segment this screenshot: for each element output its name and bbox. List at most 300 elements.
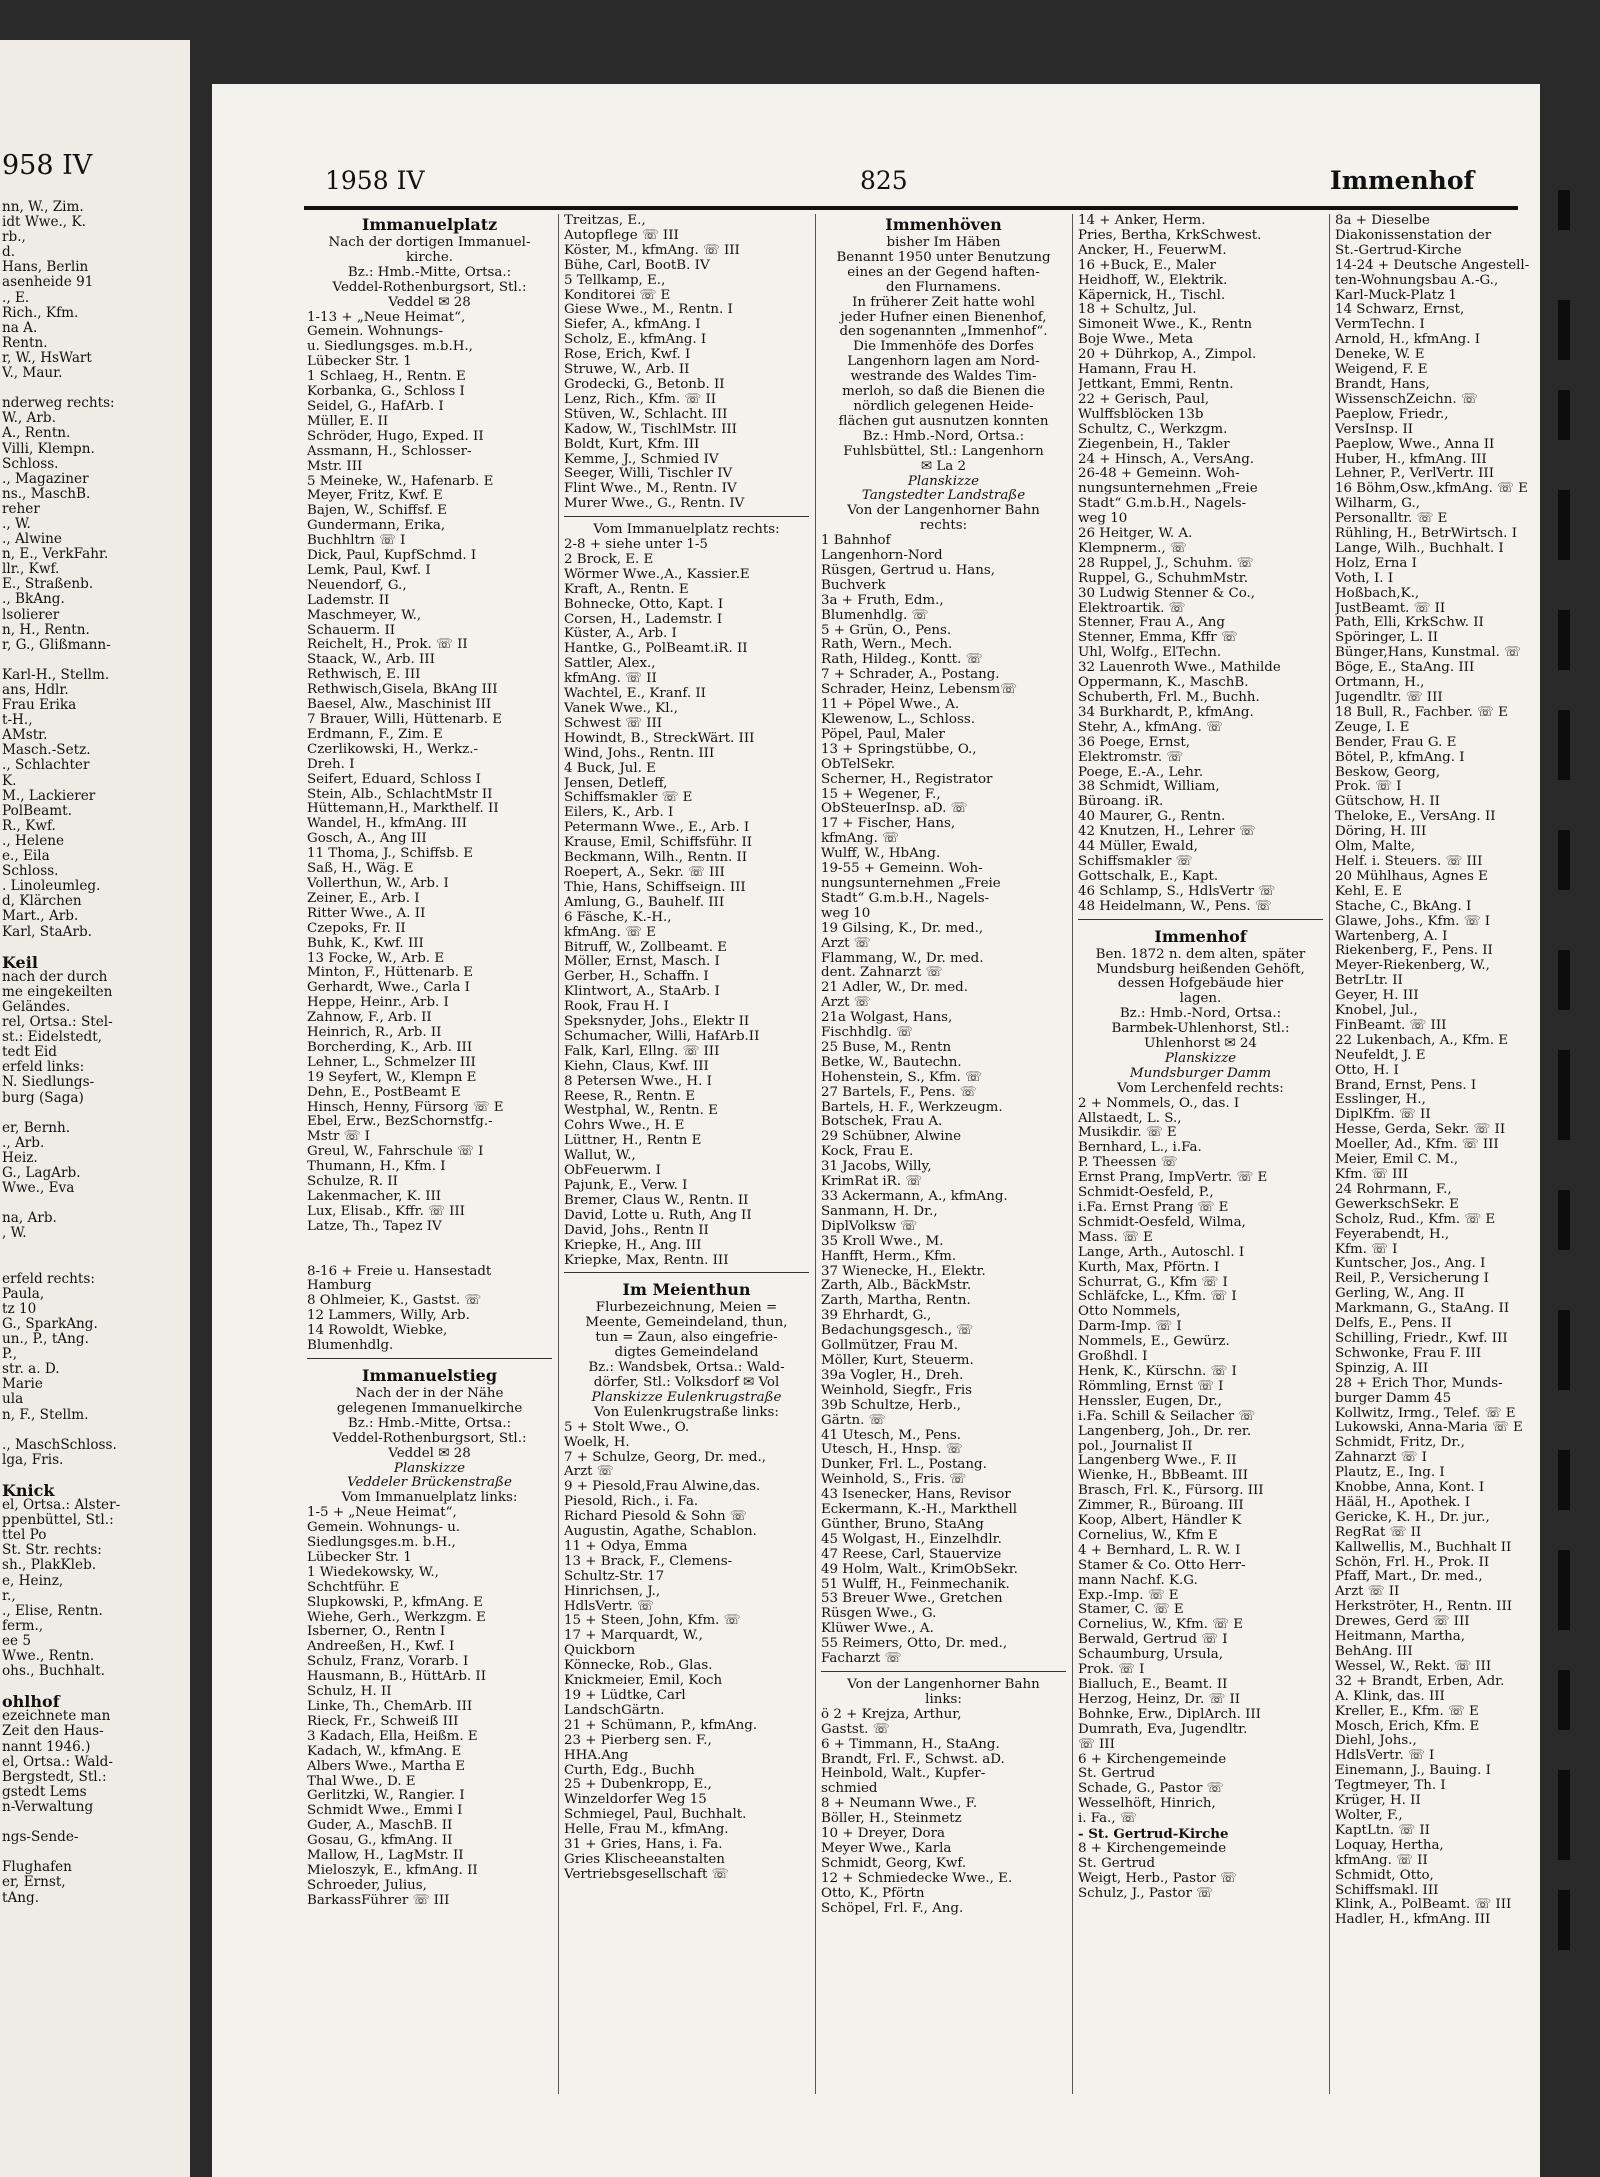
column-5 xyxy=(1335,214,1540,2114)
directory-line: Mallow, H., LagMstr. II xyxy=(307,1849,464,1864)
directory-line: Latze, Th., Tapez IV xyxy=(307,1219,442,1234)
directory-line: 24 + Hinsch, A., VersAng. xyxy=(1078,452,1255,467)
directory-line: In früherer Zeit hatte wohl xyxy=(852,295,1035,310)
section-rule xyxy=(564,516,809,517)
directory-line: Lübecker Str. 1 xyxy=(307,355,412,370)
directory-line: Roepert, A., Sekr. ☏ III xyxy=(564,865,725,880)
directory-line: Stüven, W., Schlacht. III xyxy=(564,407,728,422)
directory-line: Gerlitzki, W., Rangier. I xyxy=(307,1789,465,1804)
directory-line: 23 + Pierberg sen. F., xyxy=(564,1733,712,1748)
page-edge-marks xyxy=(1540,190,1600,1990)
directory-line: Lehner, L., Schmelzer III xyxy=(307,1055,476,1070)
directory-line: Gries Klischeeanstalten xyxy=(564,1852,725,1867)
directory-line: links: xyxy=(925,1692,962,1707)
directory-line: 47 Reese, Carl, Stauervize xyxy=(821,1547,1002,1562)
street-heading: Immanuelstieg xyxy=(361,1365,498,1385)
directory-line: Simoneit Wwe., K., Rentn xyxy=(1078,318,1253,333)
directory-line: 1-13 + „Neue Heimat“, xyxy=(307,310,466,325)
directory-line: Hausmann, B., HüttArb. II xyxy=(307,1670,487,1685)
directory-line: Krüger, H. II xyxy=(1335,1794,1421,1809)
facing-page-line xyxy=(2,1257,188,1272)
directory-line: Nach der dortigen Immanuel- xyxy=(328,236,531,250)
facing-page-line: tAng. xyxy=(2,1890,40,1906)
directory-line: Barmbek-Uhlenhorst, Stl.: xyxy=(1111,1022,1290,1037)
directory-line: mann Nachf. K.G. xyxy=(1078,1573,1198,1588)
directory-line: Schläfcke, L., Kfm. ☏ I xyxy=(1078,1290,1237,1305)
directory-line: Albers Wwe., Martha E xyxy=(307,1759,466,1774)
directory-line: Bz.: Hmb.-Nord, Ortsa.: xyxy=(862,429,1025,444)
directory-line: Schaumburg, Ursula, xyxy=(1078,1648,1223,1663)
directory-line: Curth, Edg., Buchh xyxy=(564,1763,695,1778)
edge-mark xyxy=(1558,610,1570,670)
directory-line: Loquay, Hertha, xyxy=(1335,1838,1444,1853)
directory-line: Schultz-Str. 17 xyxy=(564,1569,665,1584)
facing-page-line: rb., xyxy=(2,230,26,246)
directory-line: Winzeldorfer Weg 15 xyxy=(564,1793,707,1808)
directory-line: Howindt, B., StreckWärt. III xyxy=(564,731,755,746)
facing-page-line xyxy=(2,940,188,955)
directory-line: Dunker, Frl. L., Postang. xyxy=(821,1458,987,1473)
facing-page-line: ohs., Buchhalt. xyxy=(2,1664,105,1680)
directory-line: HHA.Ang xyxy=(564,1748,629,1763)
directory-line: Meente, Gemeindeland, thun, xyxy=(585,1316,788,1331)
column-divider xyxy=(1329,214,1330,2094)
directory-line: Mass. ☏ E xyxy=(1078,1230,1153,1245)
directory-line: Siedlungsges.m. b.H., xyxy=(307,1536,456,1551)
facing-page-line: Paula, xyxy=(2,1286,45,1302)
directory-line: Rook, Frau H. I xyxy=(564,1000,669,1015)
directory-line: 19 Seyfert, W., Klempn E xyxy=(307,1070,477,1085)
directory-line: 22 Lukenbach, A., Kfm. E xyxy=(1335,1033,1509,1048)
directory-line: Maschmeyer, W., xyxy=(307,608,422,623)
directory-line: 2-8 + siehe unter 1-5 xyxy=(564,538,708,553)
directory-line: Vertriebsgesellschaft ☏ xyxy=(564,1867,729,1882)
section-rule xyxy=(307,1358,552,1359)
directory-line: Poege, E.-A., Lehr. xyxy=(1078,765,1204,780)
directory-line: Bajen, W., Schiffsf. E xyxy=(307,504,447,519)
directory-line: 43 Isenecker, Hans, Revisor xyxy=(821,1488,1011,1503)
directory-line: 32 Lauenroth Wwe., Mathilde xyxy=(1078,661,1281,676)
directory-line: 21a Wolgast, Hans, xyxy=(821,1011,953,1026)
directory-line: Hohenstein, S., Kfm. ☏ xyxy=(821,1070,982,1085)
directory-line: schmied xyxy=(821,1782,878,1797)
directory-line: dessen Hofgebäude hier xyxy=(1117,977,1284,992)
directory-line: Schwonke, Frau F. III xyxy=(1335,1346,1482,1361)
directory-line: Personalltr. ☏ E xyxy=(1335,512,1448,527)
directory-line: Greul, W., Fahrschule ☏ I xyxy=(307,1145,484,1160)
directory-line: Seifert, Eduard, Schloss I xyxy=(307,772,481,787)
directory-line: Korbanka, G., Schloss I xyxy=(307,385,465,400)
directory-line: Von der Langenhorner Bahn xyxy=(847,1678,1040,1692)
directory-line: Planskizze xyxy=(907,474,980,489)
directory-line: Drewes, Gerd ☏ III xyxy=(1335,1615,1470,1630)
directory-line: Pfaff, Mart., Dr. med., xyxy=(1335,1570,1483,1585)
directory-line: Nommels, E., Gewürz. xyxy=(1078,1335,1230,1350)
directory-line: Kraft, A., Rentn. E xyxy=(564,582,689,597)
directory-line: Gollmützer, Frau M. xyxy=(821,1339,958,1354)
directory-line: Lux, Elisab., Kffr. ☏ III xyxy=(307,1204,465,1219)
directory-line: 5 Tellkamp, E., xyxy=(564,273,666,288)
directory-line: Meyer, Fritz, Kwf. E xyxy=(307,489,443,504)
facing-page-line: M., Lackierer xyxy=(2,788,96,804)
directory-line: Oppermann, K., MaschB. xyxy=(1078,676,1249,691)
directory-line: Küster, A., Arb. I xyxy=(564,627,677,642)
directory-line: Koop, Albert, Händler K xyxy=(1078,1514,1242,1529)
directory-line: ☏ III xyxy=(1078,1737,1115,1752)
directory-line: Hadler, H., kfmAng. III xyxy=(1335,1913,1491,1928)
directory-line: Schauerm. II xyxy=(307,623,396,638)
facing-page-line: ohlhof xyxy=(2,1694,60,1710)
directory-line: Fischhdlg. ☏ xyxy=(821,1026,913,1041)
directory-line: Dreh. I xyxy=(307,757,355,772)
directory-line: 19 + Lüdtke, Carl xyxy=(564,1689,686,1703)
directory-line: Schmidt Wwe., Emmi I xyxy=(307,1804,463,1819)
directory-line: 14-24 + Deutsche Angestell- xyxy=(1335,258,1530,273)
directory-line: ✉ La 2 xyxy=(920,459,967,474)
facing-page-line: Hans, Berlin xyxy=(2,260,89,276)
directory-line: Vom Lerchenfeld rechts: xyxy=(1117,1081,1284,1096)
directory-line: Weigend, F. E xyxy=(1335,363,1428,378)
directory-line: Lenz, Rich., Kfm. ☏ II xyxy=(564,392,717,407)
directory-line: Lukowski, Anna-Maria ☏ E xyxy=(1335,1421,1523,1436)
facing-page-line: burg (Saga) xyxy=(2,1090,84,1106)
directory-line: 8-16 + Freie u. Hansestadt xyxy=(307,1264,492,1279)
directory-line: Reese, R., Rentn. E xyxy=(564,1089,696,1104)
directory-line: Benannt 1950 unter Benutzung xyxy=(836,250,1051,265)
directory-line: den sogenannten „Immenhof“. xyxy=(839,325,1048,340)
directory-line: Schwest ☏ III xyxy=(564,716,663,731)
directory-line: Schöpel, Frl. F., Ang. xyxy=(821,1901,964,1916)
edge-mark xyxy=(1558,950,1570,1010)
directory-line: Darm-Imp. ☏ I xyxy=(1078,1320,1182,1335)
directory-line: Kurth, Max, Pförtn. I xyxy=(1078,1260,1220,1275)
facing-page-line: Rich., Kfm. xyxy=(2,305,79,321)
directory-line: 1-5 + „Neue Heimat“, xyxy=(307,1506,457,1521)
facing-page-header: 958 IV xyxy=(2,150,93,181)
directory-line: Treitzas, E., xyxy=(564,214,646,228)
directory-line: Pries, Bertha, KrkSchwest. xyxy=(1078,228,1262,243)
running-head: Immenhof xyxy=(1330,166,1475,195)
directory-line: Petermann Wwe., E., Arb. I xyxy=(564,821,750,836)
directory-line: Karl-Muck-Platz 1 xyxy=(1335,288,1457,303)
facing-page-line: Zeit den Haus- xyxy=(2,1724,104,1740)
directory-line: Erdmann, F., Zim. E xyxy=(307,727,443,742)
directory-line: Diakonissenstation der xyxy=(1335,228,1492,243)
directory-line: Wessel, W., Rekt. ☏ III xyxy=(1335,1659,1492,1674)
directory-line: Czepoks, Fr. II xyxy=(307,921,406,936)
directory-line: Meier, Emil C. M., xyxy=(1335,1153,1459,1168)
directory-line: Klink, A., PolBeamt. ☏ III xyxy=(1335,1898,1512,1913)
facing-page-fragment xyxy=(0,40,190,2177)
directory-line: i. Fa., ☏ xyxy=(1078,1812,1137,1827)
directory-line: Borcherding, K., Arb. III xyxy=(307,1040,473,1055)
column-2 xyxy=(564,214,809,2114)
facing-page-line: ., E. xyxy=(2,290,30,306)
directory-line: kfmAng. ☏ E xyxy=(564,925,656,940)
directory-line: Rühling, H., BetrWirtsch. I xyxy=(1335,527,1517,542)
facing-page-line: Villi, Klempn. xyxy=(2,441,95,457)
directory-line: 25 Buse, M., Rentn xyxy=(821,1040,952,1055)
facing-page-line: na, Arb. xyxy=(2,1211,57,1227)
directory-line: 13 + Springstübbe, O., xyxy=(821,742,977,757)
facing-page-line: nannt 1946.) xyxy=(2,1739,91,1755)
directory-line: 40 Maurer, G., Rentn. xyxy=(1078,810,1226,825)
directory-line: Von Eulenkrugstraße links: xyxy=(594,1405,779,1420)
facing-page-line: nach der durch xyxy=(2,969,108,985)
directory-line: Bremer, Claus W., Rentn. II xyxy=(564,1193,749,1208)
directory-line: Stein, Alb., SchlachtMstr II xyxy=(307,787,493,802)
directory-line: 8a + Dieselbe xyxy=(1335,214,1430,228)
directory-line: Ben. 1872 n. dem alten, später xyxy=(1095,947,1306,962)
directory-line: Stadt“ G.m.b.H., Nagels- xyxy=(821,891,990,906)
directory-line: 32 + Brandt, Erben, Adr. xyxy=(1335,1674,1505,1689)
directory-line: Schmidt-Oesfeld, P., xyxy=(1078,1186,1214,1201)
directory-line: Flint Wwe., M., Rentn. IV xyxy=(564,482,737,497)
facing-page-line: ngs-Sende- xyxy=(2,1830,79,1846)
directory-line: Bartels, H. F., Werkzeugm. xyxy=(821,1100,1003,1115)
facing-page-line: er, Ernst, xyxy=(2,1875,66,1891)
directory-line: 11 Thoma, J., Schiffsb. E xyxy=(307,847,474,862)
directory-line: LandschGärtn. xyxy=(564,1703,665,1718)
directory-line: Gärtn. ☏ xyxy=(821,1413,886,1428)
facing-page-line: N. Siedlungs- xyxy=(2,1075,95,1091)
directory-line: Brasch, Frl. K., Fürsorg. III xyxy=(1078,1484,1264,1499)
facing-page-line: n-Verwaltung xyxy=(2,1799,94,1815)
directory-line: Rose, Erich, Kwf. I xyxy=(564,348,691,363)
facing-page-line: d. xyxy=(2,245,16,261)
directory-line: Arnold, H., kfmAng. I xyxy=(1335,333,1481,348)
facing-page-line xyxy=(2,1196,188,1211)
directory-line: Wandel, H., kfmAng. III xyxy=(307,817,467,832)
directory-line: Langenhorn-Nord xyxy=(821,549,943,564)
directory-line: dörfer, Stl.: Volksdorf ✉ Vol xyxy=(593,1375,780,1390)
directory-line: Planskizze xyxy=(393,1461,466,1476)
directory-line: 15 + Steen, John, Kfm. ☏ xyxy=(564,1614,741,1629)
directory-line: Gerhardt, Wwe., Carla I xyxy=(307,981,470,996)
directory-line: Hamburg xyxy=(307,1279,372,1294)
directory-line: Lemk, Paul, Kwf. I xyxy=(307,563,431,578)
directory-line: Mstr. III xyxy=(307,459,363,474)
directory-line: Hinrichsen, J., xyxy=(564,1584,661,1599)
directory-line: 38 Schmidt, William, xyxy=(1078,780,1220,795)
facing-page-line: AMstr. xyxy=(2,728,48,744)
facing-page-line xyxy=(2,1845,188,1860)
directory-line: Kollwitz, Irmg., Telef. ☏ E xyxy=(1335,1406,1516,1421)
directory-line: Rieck, Fr., Schweiß III xyxy=(307,1714,459,1729)
directory-line: Holz, Erna I xyxy=(1335,556,1417,571)
directory-line: GewerkschSekr. E xyxy=(1335,1197,1459,1212)
directory-line: Döring, H. III xyxy=(1335,825,1427,840)
directory-line: Bohnke, Erw., DiplArch. III xyxy=(1078,1707,1261,1722)
facing-page-line: lsolierer xyxy=(2,607,60,623)
directory-line: Sattler, Alex., xyxy=(564,657,656,672)
directory-line: Schiffsmakler ☏ xyxy=(1078,854,1193,869)
directory-line: Schumacher, Willi, HafArb.II xyxy=(564,1029,760,1044)
directory-line: Seeger, Willi, Tischler IV xyxy=(564,467,733,482)
facing-page-line: Karl, StaArb. xyxy=(2,924,92,940)
facing-page-line: str. a. D. xyxy=(2,1362,60,1378)
section-rule xyxy=(821,1671,1066,1672)
directory-line: 26 Heitger, W. A. xyxy=(1078,527,1193,542)
directory-line: 4 Buck, Jul. E xyxy=(564,761,656,776)
directory-line: Stache, C., BkAng. I xyxy=(1335,899,1472,914)
directory-line: Beskow, Georg, xyxy=(1335,765,1441,780)
facing-page-line: n, F., Stellm. xyxy=(2,1407,89,1423)
directory-line: Tegtmeyer, Th. I xyxy=(1335,1779,1446,1794)
directory-line: Knobel, Jul., xyxy=(1335,1004,1418,1019)
directory-line: Hinsch, Henny, Fürsorg ☏ E xyxy=(307,1100,504,1115)
directory-line: Speksnyder, Johs., Elektr II xyxy=(564,1015,750,1030)
directory-line: Scholz, E., kfmAng. I xyxy=(564,333,707,348)
directory-line: Giese Wwe., M., Rentn. I xyxy=(564,303,733,318)
directory-line: 10 + Dreyer, Dora xyxy=(821,1827,945,1842)
directory-line: Fuhlsbüttel, Stl.: Langenhorn xyxy=(843,444,1044,459)
directory-line: Meyer-Riekenberg, W., xyxy=(1335,959,1490,974)
directory-line: Ernst Prang, ImpVertr. ☏ E xyxy=(1078,1171,1268,1186)
directory-line: Huber, H., kfmAng. III xyxy=(1335,452,1487,467)
directory-line: 1 Wiedekowsky, W., xyxy=(307,1565,439,1580)
directory-line: Pöpel, Paul, Maler xyxy=(821,727,945,742)
directory-line: Minton, F., Hüttenarb. E xyxy=(307,966,474,981)
directory-line: 12 Lammers, Willy, Arb. xyxy=(307,1309,470,1324)
facing-page-line: t-H., xyxy=(2,713,33,729)
directory-line: Wilharm, G., xyxy=(1335,497,1421,512)
directory-line: Bedachungsgesch., ☏ xyxy=(821,1324,974,1339)
directory-line: RegRat ☏ II xyxy=(1335,1525,1422,1540)
column-divider xyxy=(1072,214,1073,2094)
directory-line: Siefer, A., kfmAng. I xyxy=(564,318,701,333)
directory-line: Rethwisch,Gisela, BkAng III xyxy=(307,683,498,698)
edge-mark xyxy=(1558,1770,1570,1860)
directory-line: Woelk, H. xyxy=(564,1435,630,1450)
facing-page-line: tz 10 xyxy=(2,1301,37,1317)
directory-line: 14 Schwarz, Ernst, xyxy=(1335,303,1465,318)
facing-page-line: Marie xyxy=(2,1377,43,1393)
directory-line: Spöringer, L. II xyxy=(1335,631,1439,646)
directory-line: Lübecker Str. 1 xyxy=(307,1550,412,1565)
directory-line: Schmidt, Fritz, Dr., xyxy=(1335,1436,1465,1451)
edge-mark xyxy=(1558,1890,1570,1950)
directory-line: P. Theessen ☏ xyxy=(1078,1156,1178,1171)
directory-line: Gerber, H., Schaffn. I xyxy=(564,970,709,985)
directory-line: Klewenow, L., Schloss. xyxy=(821,713,975,727)
directory-line: 5 + Grün, O., Pens. xyxy=(821,623,952,638)
facing-page-line: erfeld rechts: xyxy=(2,1271,95,1287)
directory-line: WissenschZeichn. ☏ xyxy=(1335,392,1478,407)
facing-page-line: ezeichnete man xyxy=(2,1709,111,1725)
directory-line: VermTechn. I xyxy=(1335,318,1425,333)
directory-line: Veddel ✉ 28 xyxy=(388,1446,471,1461)
directory-line: Scholz, Rud., Kfm. ☏ E xyxy=(1335,1212,1496,1227)
directory-line: 19 Gilsing, K., Dr. med., xyxy=(821,921,984,936)
facing-page-line: el, Ortsa.: Alster- xyxy=(2,1498,121,1514)
facing-page-line: Knick xyxy=(2,1482,55,1499)
directory-line: 31 + Gries, Hans, i. Fa. xyxy=(564,1838,723,1853)
directory-line: 21 + Schümann, P., kfmAng. xyxy=(564,1718,758,1733)
directory-line: 4 + Bernhard, L. R. W. I xyxy=(1078,1543,1241,1558)
directory-line: i.Fa. Schill & Seilacher ☏ xyxy=(1078,1409,1256,1424)
directory-line: Von der Langenhorner Bahn xyxy=(847,504,1040,519)
directory-line: Stamer, C. ☏ E xyxy=(1078,1603,1184,1618)
directory-line: Wienke, H., BbBeamt. III xyxy=(1078,1469,1248,1484)
directory-line: 26-48 + Gemeinn. Woh- xyxy=(1078,467,1240,482)
facing-page-line: me eingekeilten xyxy=(2,984,113,1000)
directory-line: Heinbold, Walt., Kupfer- xyxy=(821,1767,986,1782)
directory-line: Kuntscher, Jos., Ang. I xyxy=(1335,1257,1486,1272)
facing-page-line: Frau Erika xyxy=(2,698,77,714)
directory-line: Gundermann, Erika, xyxy=(307,519,446,534)
directory-line: Reil, P., Versicherung I xyxy=(1335,1272,1489,1287)
directory-line: Hamann, Frau H. xyxy=(1078,363,1197,378)
directory-line: Otto, K., Pförtn xyxy=(821,1886,925,1901)
directory-line: 45 Wolgast, H., Einzelhdlr. xyxy=(821,1532,1002,1547)
directory-line: rechts: xyxy=(919,519,968,534)
directory-line: Heinrich, R., Arb. II xyxy=(307,1026,442,1041)
directory-line: Lakenmacher, K. III xyxy=(307,1190,442,1204)
directory-line: Olm, Malte, xyxy=(1335,840,1416,855)
facing-page-line: ., Elise, Rentn. xyxy=(2,1603,103,1619)
directory-line: Veddel-Rothenburgsort, Stl.: xyxy=(332,280,527,295)
directory-line: nördlich gelegenen Heide- xyxy=(853,399,1034,414)
directory-line: Andreeßen, H., Kwf. I xyxy=(307,1640,455,1655)
directory-line: 17 + Marquardt, W., xyxy=(564,1629,703,1644)
directory-line: Kfm. ☏ III xyxy=(1335,1168,1409,1182)
directory-line: Kiehn, Claus, Kwf. III xyxy=(564,1059,709,1074)
directory-line: Knobbe, Anna, Kont. I xyxy=(1335,1481,1485,1496)
directory-line: 13 Focke, W., Arb. E xyxy=(307,951,445,966)
directory-line: Thie, Hans, Schiffseign. III xyxy=(564,880,746,895)
directory-line: Gemein. Wohnungs- u. xyxy=(307,1521,461,1536)
directory-line: Wulff, W., HbAng. xyxy=(821,847,941,862)
directory-line: 30 Ludwig Stenner & Co., xyxy=(1078,586,1256,601)
column-divider xyxy=(558,214,559,2094)
directory-line: Wind, Johs., Rentn. III xyxy=(564,746,715,761)
directory-line: Schulz, H. II xyxy=(307,1685,392,1700)
directory-line: 18 + Schultz, Jul. xyxy=(1078,303,1197,318)
directory-line: Mosch, Erich, Kfm. E xyxy=(1335,1719,1480,1734)
directory-line: Seidel, G., HafArb. I xyxy=(307,399,444,414)
directory-line: Schade, G., Pastor ☏ xyxy=(1078,1782,1224,1797)
directory-line: Neufeldt, J. E xyxy=(1335,1048,1426,1063)
edge-mark xyxy=(1558,1190,1570,1250)
directory-line: Richard Piesold & Sohn ☏ xyxy=(564,1510,747,1525)
directory-line: 8 Petersen Wwe., H. I xyxy=(564,1074,712,1089)
directory-line: Moeller, Ad., Kfm. ☏ III xyxy=(1335,1138,1499,1153)
directory-line: weg 10 xyxy=(821,906,871,921)
directory-line: 14 Rowoldt, Wiebke, xyxy=(307,1324,448,1339)
header-rule xyxy=(304,206,1518,210)
directory-line: Otto Nommels, xyxy=(1078,1305,1181,1320)
facing-page-line xyxy=(2,1106,188,1121)
directory-line: Bernhard, L., i.Fa. xyxy=(1078,1141,1202,1156)
directory-line: kfmAng. ☏ xyxy=(821,832,899,847)
directory-line: Schrader, Heinz, Lebensm☏ xyxy=(821,683,1017,698)
directory-line: 5 Meineke, W., Hafenarb. E xyxy=(307,474,494,489)
directory-line: Wörmer Wwe.,A., Kassier.E xyxy=(564,567,750,582)
directory-line: Brand, Ernst, Pens. I xyxy=(1335,1078,1477,1093)
facing-page-line: st.: Eidelstedt, xyxy=(2,1030,102,1046)
directory-line: Lehner, P., VerlVertr. III xyxy=(1335,467,1495,482)
directory-line: Uhlenhorst ✉ 24 xyxy=(1144,1037,1257,1052)
directory-line: Kemme, J., Schmied IV xyxy=(564,452,719,467)
directory-line: pol., Journalist II xyxy=(1078,1439,1193,1454)
directory-line: 2 Brock, E. E xyxy=(564,552,654,567)
directory-line: Dick, Paul, KupfSchmd. I xyxy=(307,549,477,564)
directory-line: Herkströter, H., Rentn. III xyxy=(1335,1600,1513,1615)
directory-line: Arzt ☏ xyxy=(564,1465,614,1480)
directory-line: Bz.: Wandsbek, Ortsa.: Wald- xyxy=(588,1361,785,1376)
directory-line: digtes Gemeindeland xyxy=(614,1346,759,1361)
